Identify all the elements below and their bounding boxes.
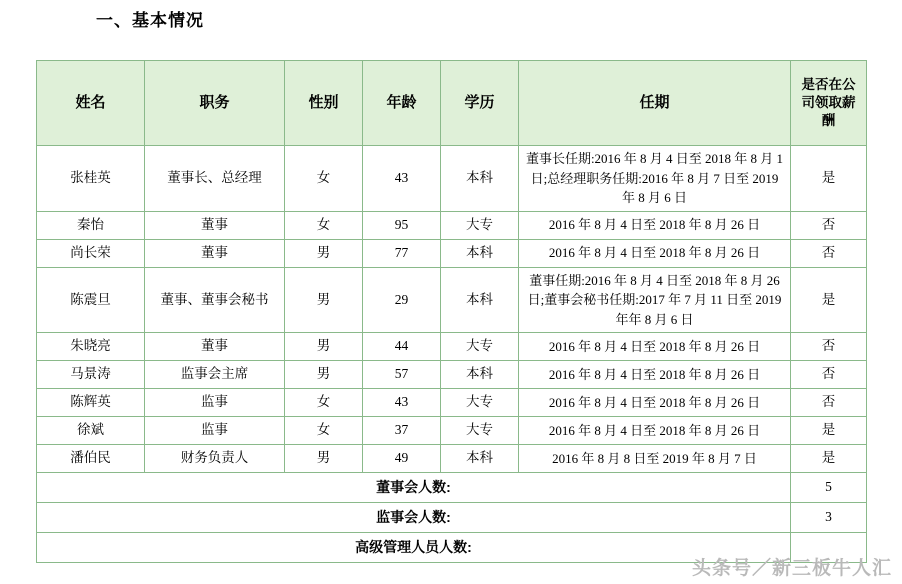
cell-term: 2016 年 8 月 4 日至 2018 年 8 月 26 日	[519, 211, 791, 239]
cell-term: 董事任期:2016 年 8 月 4 日至 2018 年 8 月 26 日;董事会秘书任期:2017 年 7 月 11 日至 2019 年年 8 月 6 日	[519, 267, 791, 333]
cell-age: 95	[363, 211, 441, 239]
cell-name: 潘伯民	[37, 445, 145, 473]
page-title: 一、基本情况	[96, 11, 204, 30]
cell-position: 监事会主席	[145, 361, 285, 389]
table-row	[37, 361, 867, 389]
cell-paid: 是	[791, 146, 867, 212]
summary-label-supervisors: 监事会人数:	[37, 503, 791, 533]
cell-name: 尚长荣	[37, 239, 145, 267]
cell-gender: 男	[285, 333, 363, 361]
cell-education: 本科	[441, 146, 519, 212]
cell-education: 本科	[441, 239, 519, 267]
cell-age: 57	[363, 361, 441, 389]
cell-term: 2016 年 8 月 4 日至 2018 年 8 月 26 日	[519, 239, 791, 267]
cell-name: 马景涛	[37, 361, 145, 389]
cell-paid: 是	[791, 445, 867, 473]
personnel-table	[36, 60, 867, 563]
cell-paid: 是	[791, 417, 867, 445]
cell-term: 2016 年 8 月 4 日至 2018 年 8 月 26 日	[519, 333, 791, 361]
cell-name: 徐斌	[37, 417, 145, 445]
cell-position: 董事	[145, 239, 285, 267]
cell-position: 董事、董事会秘书	[145, 267, 285, 333]
cell-name: 朱晓亮	[37, 333, 145, 361]
cell-position: 董事	[145, 333, 285, 361]
column-header-gender: 性别	[285, 61, 363, 146]
cell-age: 43	[363, 389, 441, 417]
table-row	[37, 333, 867, 361]
cell-position: 监事	[145, 389, 285, 417]
cell-gender: 女	[285, 389, 363, 417]
summary-value-supervisors: 3	[791, 503, 867, 533]
cell-gender: 男	[285, 361, 363, 389]
table-row	[37, 445, 867, 473]
cell-paid: 否	[791, 389, 867, 417]
cell-age: 43	[363, 146, 441, 212]
table-body	[37, 146, 867, 563]
cell-age: 29	[363, 267, 441, 333]
summary-label-board: 董事会人数:	[37, 473, 791, 503]
cell-gender: 男	[285, 445, 363, 473]
cell-gender: 女	[285, 417, 363, 445]
cell-term: 董事长任期:2016 年 8 月 4 日至 2018 年 8 月 1 日;总经理职务任期:2016 年 8 月 7 日至 2019 年 8 月 6 日	[519, 146, 791, 212]
watermark: 头条号／新三板牛人汇	[691, 558, 892, 579]
cell-term: 2016 年 8 月 4 日至 2018 年 8 月 26 日	[519, 361, 791, 389]
cell-education: 本科	[441, 267, 519, 333]
cell-name: 陈辉英	[37, 389, 145, 417]
cell-paid: 否	[791, 239, 867, 267]
table-row	[37, 146, 867, 212]
summary-row-supervisors	[37, 503, 867, 533]
cell-term: 2016 年 8 月 4 日至 2018 年 8 月 26 日	[519, 417, 791, 445]
cell-education: 大专	[441, 333, 519, 361]
cell-position: 董事	[145, 211, 285, 239]
cell-education: 大专	[441, 389, 519, 417]
cell-position: 财务负责人	[145, 445, 285, 473]
cell-gender: 女	[285, 146, 363, 212]
summary-value-board: 5	[791, 473, 867, 503]
table-header	[37, 61, 867, 146]
cell-education: 本科	[441, 361, 519, 389]
cell-name: 张桂英	[37, 146, 145, 212]
column-header-education: 学历	[441, 61, 519, 146]
cell-education: 本科	[441, 445, 519, 473]
cell-name: 秦怡	[37, 211, 145, 239]
cell-term: 2016 年 8 月 4 日至 2018 年 8 月 26 日	[519, 389, 791, 417]
column-header-name: 姓名	[37, 61, 145, 146]
personnel-table-wrapper	[36, 60, 866, 563]
cell-age: 37	[363, 417, 441, 445]
table-row	[37, 211, 867, 239]
cell-paid: 否	[791, 211, 867, 239]
table-row	[37, 267, 867, 333]
cell-education: 大专	[441, 417, 519, 445]
cell-paid: 否	[791, 333, 867, 361]
cell-position: 监事	[145, 417, 285, 445]
cell-education: 大专	[441, 211, 519, 239]
table-row	[37, 389, 867, 417]
summary-label-executives: 高级管理人员人数:	[37, 533, 791, 563]
cell-age: 49	[363, 445, 441, 473]
column-header-position: 职务	[145, 61, 285, 146]
table-row	[37, 239, 867, 267]
cell-term: 2016 年 8 月 8 日至 2019 年 8 月 7 日	[519, 445, 791, 473]
table-row	[37, 417, 867, 445]
column-header-paid: 是否在公司领取薪酬	[791, 61, 867, 146]
column-header-age: 年龄	[363, 61, 441, 146]
cell-name: 陈震旦	[37, 267, 145, 333]
cell-gender: 女	[285, 211, 363, 239]
cell-position: 董事长、总经理	[145, 146, 285, 212]
cell-gender: 男	[285, 239, 363, 267]
table-header-row	[37, 61, 867, 146]
column-header-term: 任期	[519, 61, 791, 146]
cell-age: 77	[363, 239, 441, 267]
cell-gender: 男	[285, 267, 363, 333]
cell-age: 44	[363, 333, 441, 361]
cell-paid: 否	[791, 361, 867, 389]
cell-paid: 是	[791, 267, 867, 333]
summary-row-board	[37, 473, 867, 503]
